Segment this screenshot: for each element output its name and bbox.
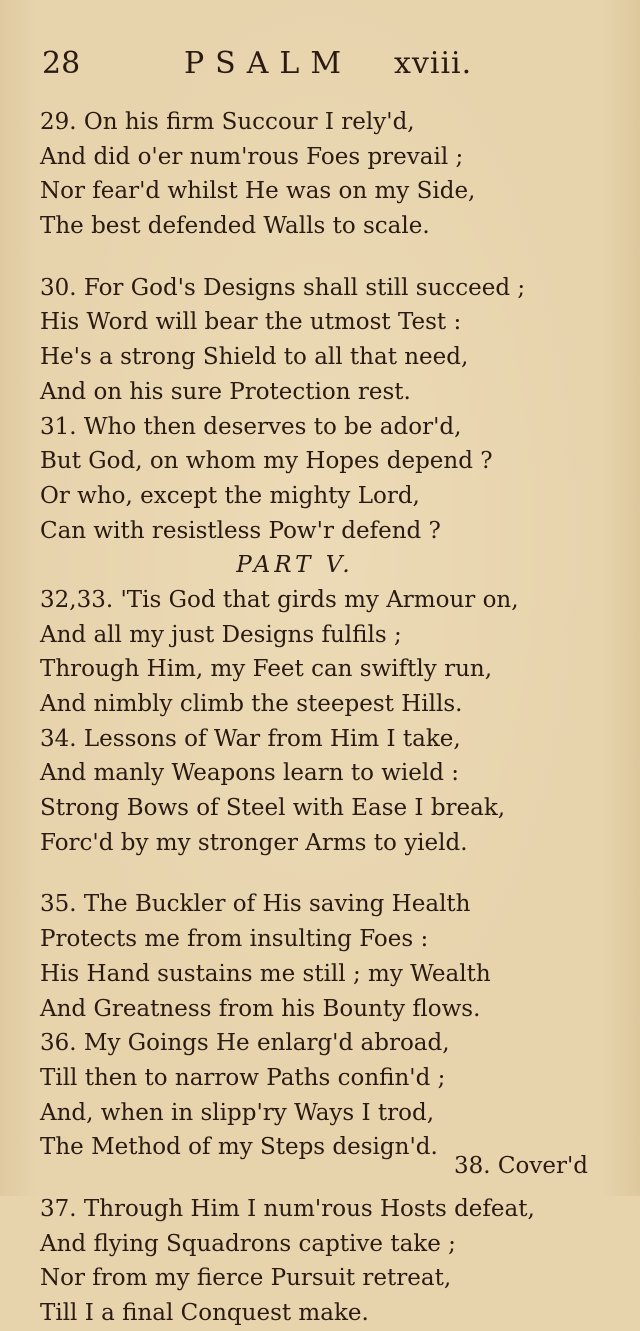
verse-line: 37. Through Him I num'rous Hosts defeat, [40, 1195, 535, 1222]
verse-line: The best defended Walls to scale. [40, 213, 430, 240]
verse-line: And nimbly climb the steepest Hills. [40, 691, 463, 717]
verse-line: And Greatness from his Bounty flows. [40, 995, 481, 1022]
verse-line: Till I a final Conquest make. [40, 1300, 369, 1326]
verse-line: And manly Weapons learn to wield : [40, 760, 460, 787]
verse-line: But God, on whom my Hopes depend ? [40, 448, 493, 475]
stanza [40, 548, 630, 860]
verse-line: Till then to narrow Paths confin'd ; [40, 1064, 446, 1091]
stanza [40, 271, 630, 549]
verse-line: 29. On his firm Succour I rely'd, [40, 109, 415, 135]
catchword: 38. Cover'd [454, 1153, 588, 1179]
verse-line: His Hand sustains me still ; my Wealth [40, 960, 491, 987]
verse-line: And all my just Designs fulfils ; [40, 621, 402, 648]
verse-line: 34. Lessons of War from Him I take, [40, 725, 461, 752]
psalm-text [40, 105, 630, 1331]
verse-line: Can with resistless Pow'r defend ? [40, 517, 441, 544]
verse-line: 35. The Buckler of His saving Health [40, 891, 471, 918]
verse-line: His Word will bear the utmost Test : [40, 309, 462, 336]
verse-line: Through Him, my Feet can swiftly run, [40, 656, 493, 683]
stanza [40, 105, 630, 244]
verse-line: He's a strong Shield to all that need, [40, 344, 469, 371]
verse-line: Nor fear'd whilst He was on my Side, [40, 178, 476, 205]
verse-line: 31. Who then deserves to be ador'd, [40, 413, 462, 440]
verse-line: 36. My Goings He enlarg'd abroad, [40, 1030, 450, 1057]
psalm-number: xviii. [394, 46, 473, 81]
verse-line: Protects me from insulting Foes : [40, 926, 429, 953]
verse-line: And did o'er num'rous Foes prevail ; [40, 143, 464, 170]
running-title: PSALM [184, 46, 353, 81]
verse-line: Or who, except the mighty Lord, [40, 482, 420, 509]
verse-line: Strong Bows of Steel with Ease I break, [40, 795, 506, 822]
verse-line: 30. For God's Designs shall still succeed ; [40, 274, 526, 301]
verse-line: 32,33. 'Tis God that girds my Armour on, [40, 586, 519, 613]
stanza [40, 887, 630, 1165]
part-heading: PART V. [236, 552, 354, 579]
running-header [0, 44, 640, 88]
verse-line: And on his sure Protection rest. [40, 378, 411, 405]
stanza-break [40, 244, 630, 271]
verse-line: Nor from my fierce Pursuit retreat, [40, 1265, 452, 1292]
verse-line: Forc'd by my stronger Arms to yield. [40, 829, 468, 856]
verse-line: And, when in slipp'ry Ways I trod, [40, 1099, 435, 1126]
verse-line: The Method of my Steps design'd. [40, 1134, 438, 1161]
stanza-break [40, 860, 630, 887]
verse-line: And flying Squadrons captive take ; [40, 1230, 456, 1257]
stanza [40, 1192, 630, 1331]
page-number: 28 [42, 46, 81, 81]
